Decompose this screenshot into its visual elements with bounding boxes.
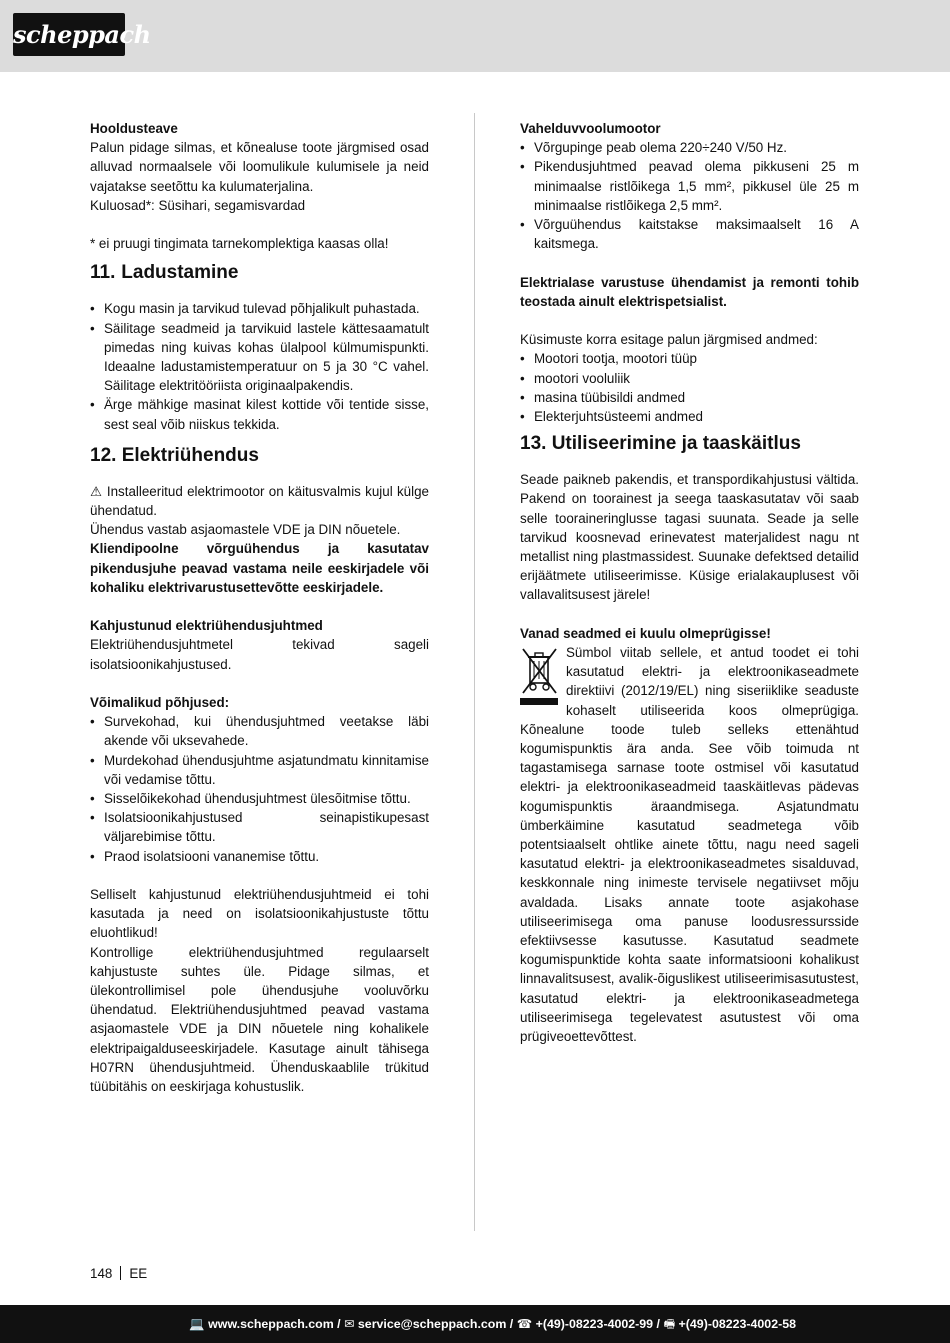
list-item: • Säilitage seadmeid ja tarvikuid lastele kättesaamatult pimedas ning kuivas kohas ülalpool külmumispunkti. Ideaalne ladustamistemperatuur on 5 ja 30 °C vahel. Säilitage elektritööriista originaalpakendis. bbox=[90, 319, 429, 396]
care-parts: Kuluosad*: Süsihari, segamisvardad bbox=[90, 197, 306, 213]
warning-icon: ⚠ bbox=[90, 483, 103, 499]
fax-number: +(49)-08223-4002-58 bbox=[678, 1317, 796, 1331]
care-text: Palun pidage silmas, et kõnealuse toote järgmised osad alluvad normaalsele või loomulikule kulumisele ja neid vajatakse seetõttu ka kulumaterjalina. bbox=[90, 140, 429, 194]
section-number: 11. bbox=[90, 262, 116, 284]
list-item: • Isolatsioonikahjustused seinapistikupesast väljarebimise tõttu. bbox=[90, 808, 429, 846]
weee-bar bbox=[520, 698, 558, 705]
scheppach-logo: scheppach bbox=[13, 13, 125, 56]
page-footer-left bbox=[90, 1264, 147, 1283]
section-title: Ladustamine bbox=[121, 262, 239, 284]
weee-block bbox=[520, 643, 859, 1046]
list-item: • Ärge mähkige masinat kilest kottide või tentide sisse, sest seal võib niiskus tekkida. bbox=[90, 395, 429, 433]
page-header bbox=[0, 0, 950, 72]
list-item: • Praod isolatsiooni vananemise tõttu. bbox=[90, 847, 429, 866]
list-item: • Võrguühendus kaitstakse maksimaalselt 16 A kaitsmega. bbox=[520, 215, 859, 253]
possible-causes-title: Võimalikud põhjused: bbox=[90, 695, 230, 711]
left-column bbox=[90, 119, 429, 1096]
causes-list bbox=[90, 712, 429, 866]
disposal-text: Seade paikneb pakendis, et transpordikahjustusi vältida. Pakend on toorainest ja seega taaskasutatav või saab selle tooraineringlusse tagasi suunata. Seade ja selle tarvikud koosnevad erinevatest materjalidest nagu nt metallist ning plastmassidest. Suunake defektsed detailid erijäätmete utiliseerimisse. Küsige erialakauplusest või vallavalitsusest järele! bbox=[520, 472, 859, 603]
column-divider bbox=[474, 113, 475, 1231]
list-item: • Mootori tootja, mootori tüüp bbox=[520, 349, 859, 368]
installed-motor-text: ⚠ Installeeritud elektrimootor on käitusvalmis kujul külge ühendatud. bbox=[90, 483, 429, 519]
email-link[interactable]: service@scheppach.com / bbox=[357, 1317, 514, 1331]
phone-number: +(49)-08223-4002-99 / bbox=[535, 1317, 660, 1331]
questions-list bbox=[520, 349, 859, 426]
list-item: • Murdekohad ühendusjuhtme asjatundmatu kinnitamise või vedamise tõttu. bbox=[90, 751, 429, 789]
inspection-text: Kontrollige elektriühendusjuhtmed regulaarselt kahjustuste suhtes üle. Pidage silmas, et ülekontrollimisel pole ühendusjuhe vooluvõrku ühendatud. Elektriühendusjuhtmed peavad vastama asjaomastele VDE ja DIN nõuetele ning kohalikele elektripaigalduseeskirjadele. Kasutage ainult tähisega H07RN ühendusjuhtmeid. Ühenduskaablile trükitud tüübitähis on eeskirjaga kohustuslik. bbox=[90, 944, 429, 1095]
list-item: • Pikendusjuhtmed peavad olema pikkuseni 25 m minimaalse ristlõikega 1,5 mm², pikkusel üle 25 m minimaalse ristlõikega 2,5 mm². bbox=[520, 157, 859, 215]
customer-connection-text: Kliendipoolne võrguühendus ja kasutatav pikendusjuhe peavad vastama neile eeskirjadele või kohaliku elektrivarustusettevõtte eeskirjadele. bbox=[90, 541, 429, 595]
mail-icon: ✉ bbox=[344, 1317, 355, 1331]
right-column bbox=[520, 119, 859, 1046]
list-item: • Võrgupinge peab olema 220÷240 V/50 Hz. bbox=[520, 138, 859, 157]
page-number: 148 bbox=[90, 1266, 113, 1281]
phone-icon: ☎ bbox=[516, 1317, 533, 1331]
weee-title: Vanad seadmed ei kuulu olmeprügisse! bbox=[520, 625, 771, 641]
electrician-note: Elektrialase varustuse ühendamist ja remonti tohib teostada ainult elektrispetsialist. bbox=[520, 274, 859, 309]
section-number: 12. bbox=[90, 444, 117, 466]
damaged-cables-text: Elektriühendusjuhtmetel tekivad sageli isolatsioonikahjustused. bbox=[90, 637, 429, 672]
website-link[interactable]: www.scheppach.com / bbox=[208, 1317, 341, 1331]
crossed-bin-icon bbox=[520, 645, 560, 705]
damaged-cables-title: Kahjustunud elektriühendusjuhtmed bbox=[90, 618, 323, 634]
ac-motor-list bbox=[520, 138, 859, 253]
list-item: • Sisselõikekohad ühendusjuhtmest ülesõitmise tõttu. bbox=[90, 789, 429, 808]
section-11-heading bbox=[90, 253, 429, 299]
fax-icon: 🖷 bbox=[663, 1317, 676, 1331]
section-title: Utiliseerimine ja taaskäitlus bbox=[551, 433, 801, 455]
section-12-heading bbox=[90, 434, 429, 482]
care-note: * ei pruugi tingimata tarnekomplektiga kaasas olla! bbox=[90, 236, 389, 252]
contact-footer bbox=[0, 1305, 950, 1343]
questions-intro: Küsimuste korra esitage palun järgmised andmed: bbox=[520, 332, 818, 348]
danger-text: Selliselt kahjustunud elektriühendusjuhtmeid ei tohi kasutada ja need on isolatsioonikahjustuste tõttu eluohtlikud! bbox=[90, 887, 429, 941]
section-title: Elektriühendus bbox=[121, 444, 259, 466]
weee-text: Sümbol viitab sellele, et antud toodet ei tohi kasutatud elektri- ja elektroonikaseadmete direktiivi (2012/19/EL) ning siseriiklike seaduste kohaselt utiliseerida koos olmeprügiga. Kõnealune toode tuleb selleks ettenähtud kogumispunktis ära anda. See võib toimuda nt tagastamisega sarnase toote ostmisel või kasutatud elektri- ja elektroonikaseadmeid taaskäitlevas pädevas kogumispunktis äraandmisega. Asjatundmatu ümberkäimine kasutatud seadmetega võib potentsiaalselt ohtlike ainete tõttu, nagu need sageli kasutatud elektri- ja elektroonikaseadmetes sisalduvad, keskkonnale ning inimeste tervisele negatiivset mõju avaldada. Lisaks annate toote asjakohase utiliseerimisega oma panuse loodusressursside efektiivsesse kasutusse. Kasutatud seadmete kogumispunktide kohta saate informatsiooni kohalikust linnavalitsusest, avalik-õiguslikest utiliseerimisasutustest, kasutatud elektri- ja elektroonikaseadmetega utiliseerimisega tegelevatest asutustest või oma prügiveoettevõttest. bbox=[520, 645, 859, 1045]
ac-motor-title: Vahelduvvoolumootor bbox=[520, 121, 661, 136]
vde-din-text: Ühendus vastab asjaomastele VDE ja DIN nõuetele. bbox=[90, 522, 401, 538]
list-item: • Elekterjuhtsüsteemi andmed bbox=[520, 407, 859, 426]
list-item: • Survekohad, kui ühendusjuhtmed veetakse läbi akende või uksevahede. bbox=[90, 712, 429, 750]
list-item: • masina tüübisildi andmed bbox=[520, 388, 859, 407]
list-item: • mootori vooluliik bbox=[520, 369, 859, 388]
storage-list bbox=[90, 299, 429, 433]
computer-icon: 💻 bbox=[189, 1317, 205, 1331]
care-title: Hooldusteave bbox=[90, 121, 178, 136]
section-number: 13. bbox=[520, 433, 547, 455]
section-13-heading bbox=[520, 426, 859, 470]
list-item: • Kogu masin ja tarvikud tulevad põhjalikult puhastada. bbox=[90, 299, 429, 318]
language-code: EE bbox=[129, 1266, 148, 1281]
